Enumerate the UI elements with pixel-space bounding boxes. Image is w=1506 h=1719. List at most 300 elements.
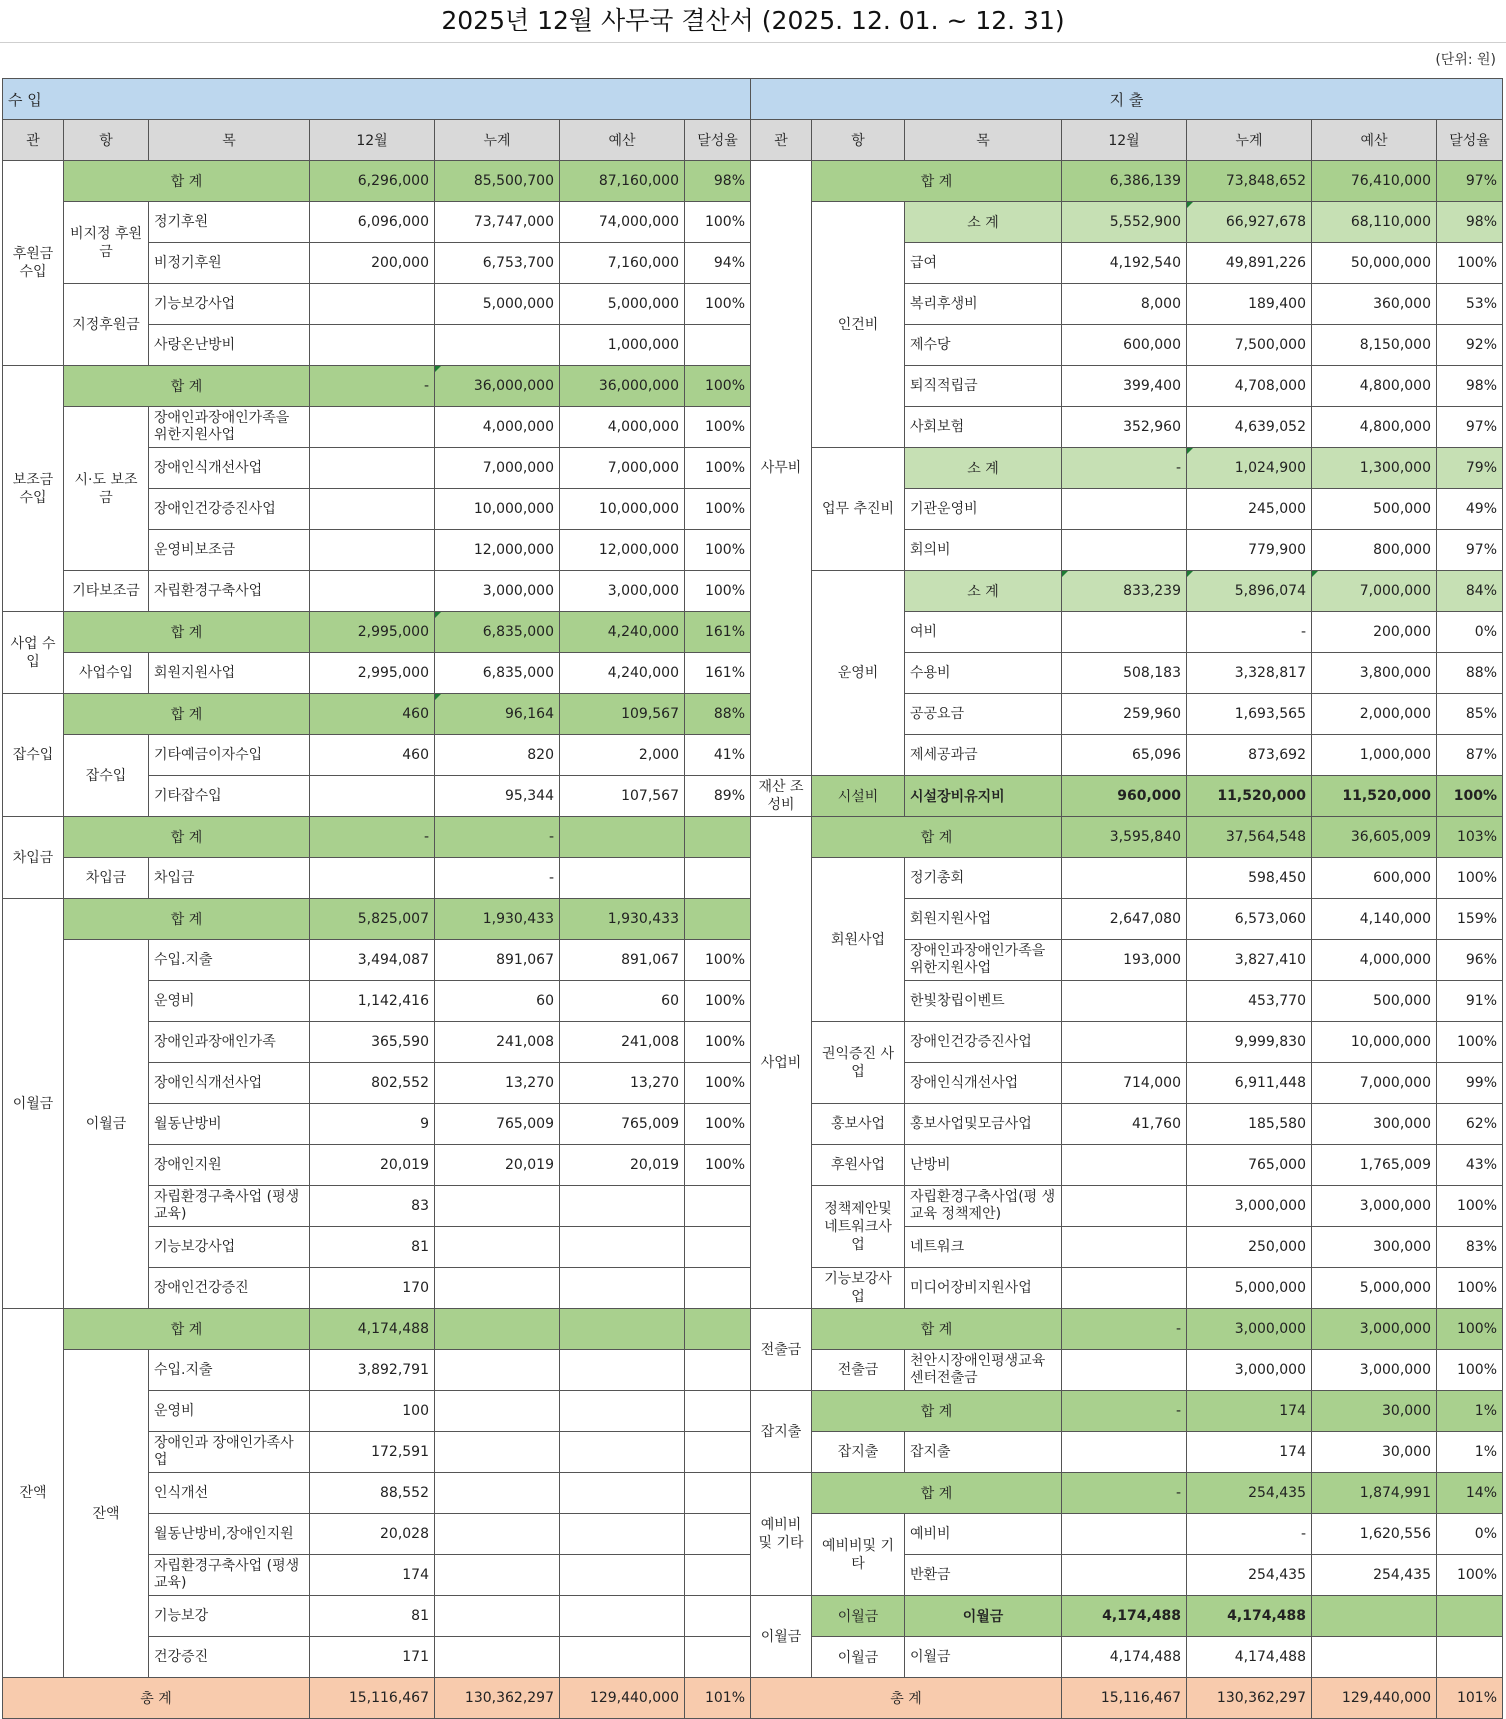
item-label: 운영비 — [149, 1391, 310, 1432]
value-cumulative: 891,067 — [435, 940, 560, 981]
empty-cell — [1312, 1596, 1437, 1637]
value-budget: 2,000 — [560, 735, 685, 776]
value-m12 — [310, 489, 435, 530]
value-budget: 107,567 — [560, 776, 685, 817]
empty-cell — [560, 1391, 685, 1432]
value-budget: 11,520,000 — [1312, 776, 1437, 817]
gwan-label: 재산 조성비 — [751, 776, 812, 817]
value-m12: 399,400 — [1062, 366, 1187, 407]
item-label: 장애인식개선사업 — [905, 1063, 1062, 1104]
value-m12: 88,552 — [310, 1473, 435, 1514]
value-m12 — [310, 284, 435, 325]
col-gwan: 관 — [751, 120, 812, 161]
value-rate: 99% — [1437, 1063, 1503, 1104]
value-m12: 600,000 — [1062, 325, 1187, 366]
value-m12 — [1062, 1268, 1187, 1309]
value-m12 — [310, 325, 435, 366]
item-label: 자립환경구축사업 (평생교육) — [149, 1186, 310, 1227]
hang-label: 예비비및 기타 — [812, 1514, 905, 1596]
hang-label: 기타보조금 — [64, 571, 149, 612]
value-cumulative: 873,692 — [1187, 735, 1312, 776]
hang-label: 잔액 — [64, 1350, 149, 1678]
item-label: 장애인건강증진 — [149, 1268, 310, 1309]
hang-label: 운영비 — [812, 571, 905, 776]
item-label: 장애인지원 — [149, 1145, 310, 1186]
value-budget: 7,000,000 — [560, 448, 685, 489]
value-m12: 1,142,416 — [310, 981, 435, 1022]
table-row — [3, 1473, 1503, 1514]
item-label: 회원지원사업 — [905, 899, 1062, 940]
value-budget: 241,008 — [560, 1022, 685, 1063]
item-label: 난방비 — [905, 1145, 1062, 1186]
empty-cell — [560, 1596, 685, 1637]
item-label: 자립환경구축사업(평 생교육 정책제안) — [905, 1186, 1062, 1227]
value-m12: 6,296,000 — [310, 161, 435, 202]
value-m12 — [1062, 858, 1187, 899]
hang-label: 인건비 — [812, 202, 905, 448]
value-m12 — [1062, 1186, 1187, 1227]
value-budget — [560, 1309, 685, 1350]
sum-label: 소 계 — [905, 448, 1062, 489]
value-rate: 0% — [1437, 1514, 1503, 1555]
value-cumulative: 6,835,000 — [435, 612, 560, 653]
empty-cell — [560, 1637, 685, 1678]
value-m12 — [1062, 1555, 1187, 1596]
sum-label: 이월금 — [905, 1596, 1062, 1637]
col-rate: 달성율 — [685, 120, 751, 161]
value-m12: - — [310, 366, 435, 407]
sum-label: 소 계 — [905, 202, 1062, 243]
item-label: 장애인과장애인가족을 위한지원사업 — [149, 407, 310, 448]
value-m12: 960,000 — [1062, 776, 1187, 817]
value-budget — [560, 1186, 685, 1227]
value-cumulative: 189,400 — [1187, 284, 1312, 325]
value-m12 — [310, 571, 435, 612]
value-m12 — [1062, 1022, 1187, 1063]
value-cumulative: 6,835,000 — [435, 653, 560, 694]
value-cumulative: - — [435, 858, 560, 899]
value-budget: 76,410,000 — [1312, 161, 1437, 202]
value-cumulative: 3,000,000 — [1187, 1309, 1312, 1350]
value-rate: 88% — [1437, 653, 1503, 694]
value-cumulative: 130,362,297 — [1187, 1678, 1312, 1719]
value-rate — [685, 325, 751, 366]
col-hang: 항 — [812, 120, 905, 161]
value-m12: 2,995,000 — [310, 612, 435, 653]
item-label: 장애인식개선사업 — [149, 1063, 310, 1104]
value-cumulative: 174 — [1187, 1391, 1312, 1432]
value-cumulative: 174 — [1187, 1432, 1312, 1473]
value-budget: 13,270 — [560, 1063, 685, 1104]
hang-label: 홍보사업 — [812, 1104, 905, 1145]
value-cumulative: - — [1187, 612, 1312, 653]
grid-line — [0, 42, 1506, 43]
page-title: 2025년 12월 사무국 결산서 (2025. 12. 01. ~ 12. 31) — [441, 6, 1065, 35]
value-rate: 100% — [685, 1145, 751, 1186]
item-label: 미디어장비지원사업 — [905, 1268, 1062, 1309]
item-label: 기타예금이자수입 — [149, 735, 310, 776]
value-budget: 7,000,000 — [1312, 1063, 1437, 1104]
value-rate: 100% — [685, 284, 751, 325]
value-cumulative: 4,708,000 — [1187, 366, 1312, 407]
empty-cell — [685, 1596, 751, 1637]
value-m12: 2,995,000 — [310, 653, 435, 694]
value-m12 — [310, 448, 435, 489]
expense-section-header: 지 출 — [751, 79, 1503, 120]
value-rate: 100% — [1437, 1022, 1503, 1063]
item-label: 기능보강 — [149, 1596, 310, 1637]
value-budget: 765,009 — [560, 1104, 685, 1145]
value-rate: 100% — [1437, 1186, 1503, 1227]
value-cumulative: 3,000,000 — [1187, 1350, 1312, 1391]
value-rate: 100% — [1437, 1350, 1503, 1391]
item-label: 정기후원 — [149, 202, 310, 243]
value-rate: 96% — [1437, 940, 1503, 981]
value-budget: 3,000,000 — [1312, 1350, 1437, 1391]
value-budget: 5,000,000 — [1312, 1268, 1437, 1309]
col-rate: 달성율 — [1437, 120, 1503, 161]
value-m12: 81 — [310, 1596, 435, 1637]
value-budget: 4,000,000 — [1312, 940, 1437, 981]
item-label: 자립환경구축사업 — [149, 571, 310, 612]
value-cumulative: 3,000,000 — [1187, 1186, 1312, 1227]
value-budget: 60 — [560, 981, 685, 1022]
value-budget: 1,930,433 — [560, 899, 685, 940]
value-cumulative: 5,000,000 — [435, 284, 560, 325]
gwan-label: 차입금 — [3, 817, 64, 899]
value-m12: 802,552 — [310, 1063, 435, 1104]
value-m12: - — [1062, 1309, 1187, 1350]
sum-label: 합 계 — [64, 161, 310, 202]
value-cumulative: 1,024,900 — [1187, 448, 1312, 489]
empty-cell — [435, 1596, 560, 1637]
value-rate: 100% — [685, 1022, 751, 1063]
item-label: 회의비 — [905, 530, 1062, 571]
empty-cell — [435, 1350, 560, 1391]
item-label: 사랑온난방비 — [149, 325, 310, 366]
value-m12: 8,000 — [1062, 284, 1187, 325]
item-label: 수입.지출 — [149, 1350, 310, 1391]
value-m12: 2,647,080 — [1062, 899, 1187, 940]
item-label: 복리후생비 — [905, 284, 1062, 325]
hang-label: 기능보강사 업 — [812, 1268, 905, 1309]
value-cumulative: 6,911,448 — [1187, 1063, 1312, 1104]
value-budget: 1,620,556 — [1312, 1514, 1437, 1555]
section-row — [3, 79, 1503, 120]
value-rate — [685, 817, 751, 858]
hang-label: 잡지출 — [812, 1432, 905, 1473]
value-m12: 833,239 — [1062, 571, 1187, 612]
value-budget — [560, 1227, 685, 1268]
value-m12 — [1062, 1227, 1187, 1268]
value-rate: 101% — [1437, 1678, 1503, 1719]
value-rate: 100% — [1437, 858, 1503, 899]
value-cumulative: 820 — [435, 735, 560, 776]
empty-cell — [685, 1391, 751, 1432]
value-budget: 4,000,000 — [560, 407, 685, 448]
item-label: 장애인과 장애인가족사업 — [149, 1432, 310, 1473]
value-rate: 100% — [1437, 1309, 1503, 1350]
value-budget: 2,000,000 — [1312, 694, 1437, 735]
value-rate: 100% — [685, 489, 751, 530]
empty-cell — [435, 1391, 560, 1432]
sum-label: 합 계 — [64, 817, 310, 858]
value-budget: 3,000,000 — [560, 571, 685, 612]
value-budget: 3,800,000 — [1312, 653, 1437, 694]
value-m12: 6,096,000 — [310, 202, 435, 243]
value-rate: 43% — [1437, 1145, 1503, 1186]
value-rate: 100% — [685, 530, 751, 571]
value-rate: 14% — [1437, 1473, 1503, 1514]
value-cumulative: 95,344 — [435, 776, 560, 817]
value-budget: 3,000,000 — [1312, 1186, 1437, 1227]
value-budget: 68,110,000 — [1312, 202, 1437, 243]
value-rate: 100% — [685, 407, 751, 448]
item-label: 수용비 — [905, 653, 1062, 694]
total-label: 총 계 — [3, 1678, 310, 1719]
sum-label: 합 계 — [812, 1473, 1062, 1514]
value-cumulative: 779,900 — [1187, 530, 1312, 571]
value-cumulative — [435, 1268, 560, 1309]
value-cumulative: 245,000 — [1187, 489, 1312, 530]
gwan-label: 사무비 — [751, 161, 812, 776]
value-budget: 1,765,009 — [1312, 1145, 1437, 1186]
value-budget: 129,440,000 — [1312, 1678, 1437, 1719]
value-m12: 15,116,467 — [310, 1678, 435, 1719]
value-budget: 10,000,000 — [560, 489, 685, 530]
table-row — [3, 1391, 1503, 1432]
value-m12: 83 — [310, 1186, 435, 1227]
empty-cell — [685, 1637, 751, 1678]
value-m12: 508,183 — [1062, 653, 1187, 694]
hang-label: 사업수입 — [64, 653, 149, 694]
value-budget: 30,000 — [1312, 1432, 1437, 1473]
empty-cell — [435, 1637, 560, 1678]
empty-cell — [435, 1432, 560, 1473]
value-cumulative: 66,927,678 — [1187, 202, 1312, 243]
value-budget: 74,000,000 — [560, 202, 685, 243]
value-m12 — [1062, 1145, 1187, 1186]
value-cumulative — [435, 1186, 560, 1227]
hang-label: 차입금 — [64, 858, 149, 899]
gwan-label: 사업비 — [751, 817, 812, 1309]
gwan-label: 후원금 수입 — [3, 161, 64, 366]
value-rate: 100% — [685, 571, 751, 612]
item-label: 잡지출 — [905, 1432, 1062, 1473]
value-budget: 200,000 — [1312, 612, 1437, 653]
value-rate: 84% — [1437, 571, 1503, 612]
value-m12 — [1062, 1432, 1187, 1473]
value-budget: 500,000 — [1312, 981, 1437, 1022]
value-m12: 65,096 — [1062, 735, 1187, 776]
value-cumulative: 7,000,000 — [435, 448, 560, 489]
empty-cell — [560, 1555, 685, 1596]
col-budget: 예산 — [1312, 120, 1437, 161]
sum-label: 합 계 — [64, 1309, 310, 1350]
empty-cell — [685, 1350, 751, 1391]
value-m12: 4,174,488 — [1062, 1596, 1187, 1637]
value-m12 — [310, 776, 435, 817]
hang-label: 권익증진 사업 — [812, 1022, 905, 1104]
hang-label: 시·도 보조금 — [64, 407, 149, 571]
value-m12 — [1062, 530, 1187, 571]
value-m12: 15,116,467 — [1062, 1678, 1187, 1719]
table-row — [3, 776, 1503, 817]
value-cumulative: 7,500,000 — [1187, 325, 1312, 366]
value-rate — [685, 1186, 751, 1227]
item-label: 장애인과장애인가족 — [149, 1022, 310, 1063]
empty-cell — [685, 1473, 751, 1514]
value-cumulative: 765,000 — [1187, 1145, 1312, 1186]
value-m12: 174 — [310, 1555, 435, 1596]
value-m12: 352,960 — [1062, 407, 1187, 448]
value-rate: 100% — [685, 940, 751, 981]
value-cumulative: 4,174,488 — [1187, 1637, 1312, 1678]
value-m12: 81 — [310, 1227, 435, 1268]
value-m12: 170 — [310, 1268, 435, 1309]
value-rate: 161% — [685, 653, 751, 694]
col-gwan: 관 — [3, 120, 64, 161]
value-budget: 4,240,000 — [560, 612, 685, 653]
value-cumulative — [435, 1309, 560, 1350]
item-label: 인식개선 — [149, 1473, 310, 1514]
item-label: 장애인식개선사업 — [149, 448, 310, 489]
value-cumulative: 11,520,000 — [1187, 776, 1312, 817]
value-rate: 98% — [1437, 202, 1503, 243]
item-label: 월동난방비 — [149, 1104, 310, 1145]
value-rate: 88% — [685, 694, 751, 735]
gwan-label: 이월금 — [3, 899, 64, 1309]
sum-label: 합 계 — [812, 161, 1062, 202]
gwan-label: 보조금 수입 — [3, 366, 64, 612]
value-rate: 91% — [1437, 981, 1503, 1022]
value-m12: 3,595,840 — [1062, 817, 1187, 858]
value-cumulative: 254,435 — [1187, 1473, 1312, 1514]
value-budget: 600,000 — [1312, 858, 1437, 899]
value-budget: 5,000,000 — [560, 284, 685, 325]
hang-label: 후원사업 — [812, 1145, 905, 1186]
value-m12: 100 — [310, 1391, 435, 1432]
empty-cell — [560, 1473, 685, 1514]
table-row — [3, 161, 1503, 202]
value-rate: 85% — [1437, 694, 1503, 735]
value-budget: 4,140,000 — [1312, 899, 1437, 940]
value-budget: 12,000,000 — [560, 530, 685, 571]
sum-label: 합 계 — [812, 1391, 1062, 1432]
value-rate: 62% — [1437, 1104, 1503, 1145]
value-m12 — [1062, 489, 1187, 530]
value-cumulative: 85,500,700 — [435, 161, 560, 202]
value-cumulative: 254,435 — [1187, 1555, 1312, 1596]
value-cumulative: 12,000,000 — [435, 530, 560, 571]
value-cumulative: 4,000,000 — [435, 407, 560, 448]
value-rate: 49% — [1437, 489, 1503, 530]
value-budget — [560, 817, 685, 858]
value-m12 — [310, 858, 435, 899]
value-cumulative — [435, 1227, 560, 1268]
hang-label: 지정후원금 — [64, 284, 149, 366]
sum-label: 합 계 — [64, 694, 310, 735]
value-budget: 3,000,000 — [1312, 1309, 1437, 1350]
value-rate: 98% — [1437, 366, 1503, 407]
value-budget: 36,000,000 — [560, 366, 685, 407]
value-m12: 200,000 — [310, 243, 435, 284]
sum-label: 소 계 — [905, 571, 1062, 612]
unit-label: (단위: 원) — [1435, 52, 1496, 68]
value-m12: 9 — [310, 1104, 435, 1145]
table-row — [3, 817, 1503, 858]
value-cumulative: 9,999,830 — [1187, 1022, 1312, 1063]
value-budget: 7,160,000 — [560, 243, 685, 284]
value-m12: 714,000 — [1062, 1063, 1187, 1104]
value-rate: 100% — [685, 202, 751, 243]
gwan-label: 잡수입 — [3, 694, 64, 817]
item-label: 장애인건강증진사업 — [149, 489, 310, 530]
item-label: 건강증진 — [149, 1637, 310, 1678]
value-rate: 87% — [1437, 735, 1503, 776]
value-m12: 4,192,540 — [1062, 243, 1187, 284]
item-label: 기타잡수입 — [149, 776, 310, 817]
col-budget: 예산 — [560, 120, 685, 161]
value-m12 — [310, 407, 435, 448]
value-budget: 500,000 — [1312, 489, 1437, 530]
value-cumulative: 241,008 — [435, 1022, 560, 1063]
hang-label: 잡수입 — [64, 735, 149, 817]
value-m12: 4,174,488 — [310, 1309, 435, 1350]
value-m12 — [1062, 1350, 1187, 1391]
item-label: 기능보강사업 — [149, 284, 310, 325]
value-m12: 172,591 — [310, 1432, 435, 1473]
value-m12: 193,000 — [1062, 940, 1187, 981]
item-label: 기능보강사업 — [149, 1227, 310, 1268]
col-cum: 누계 — [1187, 120, 1312, 161]
value-m12: 20,028 — [310, 1514, 435, 1555]
col-mok: 목 — [905, 120, 1062, 161]
table-row — [3, 1309, 1503, 1350]
value-rate: 161% — [685, 612, 751, 653]
value-m12: 3,892,791 — [310, 1350, 435, 1391]
value-budget: 300,000 — [1312, 1104, 1437, 1145]
sum-label: 합 계 — [64, 612, 310, 653]
value-rate: 100% — [685, 1104, 751, 1145]
hang-label: 정책제안및 네트워크사 업 — [812, 1186, 905, 1268]
value-budget: 800,000 — [1312, 530, 1437, 571]
gwan-label: 예비비 및 기타 — [751, 1473, 812, 1596]
value-m12: - — [1062, 448, 1187, 489]
value-cumulative: 6,573,060 — [1187, 899, 1312, 940]
empty-cell — [560, 1514, 685, 1555]
value-cumulative: 20,019 — [435, 1145, 560, 1186]
value-cumulative: 3,328,817 — [1187, 653, 1312, 694]
item-label: 네트워크 — [905, 1227, 1062, 1268]
sum-label: 합 계 — [812, 1309, 1062, 1350]
value-rate — [685, 1227, 751, 1268]
value-rate: 1% — [1437, 1432, 1503, 1473]
value-m12: - — [310, 817, 435, 858]
item-label: 시설장비유지비 — [905, 776, 1062, 817]
value-cumulative: 49,891,226 — [1187, 243, 1312, 284]
value-rate: 41% — [685, 735, 751, 776]
value-cumulative: 1,930,433 — [435, 899, 560, 940]
item-label: 천안시장애인평생교육 센터전출금 — [905, 1350, 1062, 1391]
value-budget: 1,000,000 — [1312, 735, 1437, 776]
value-rate — [685, 858, 751, 899]
value-budget: 50,000,000 — [1312, 243, 1437, 284]
sum-label: 합 계 — [812, 817, 1062, 858]
value-rate: 83% — [1437, 1227, 1503, 1268]
income-section-header: 수 입 — [3, 79, 751, 120]
hang-label: 시설비 — [812, 776, 905, 817]
